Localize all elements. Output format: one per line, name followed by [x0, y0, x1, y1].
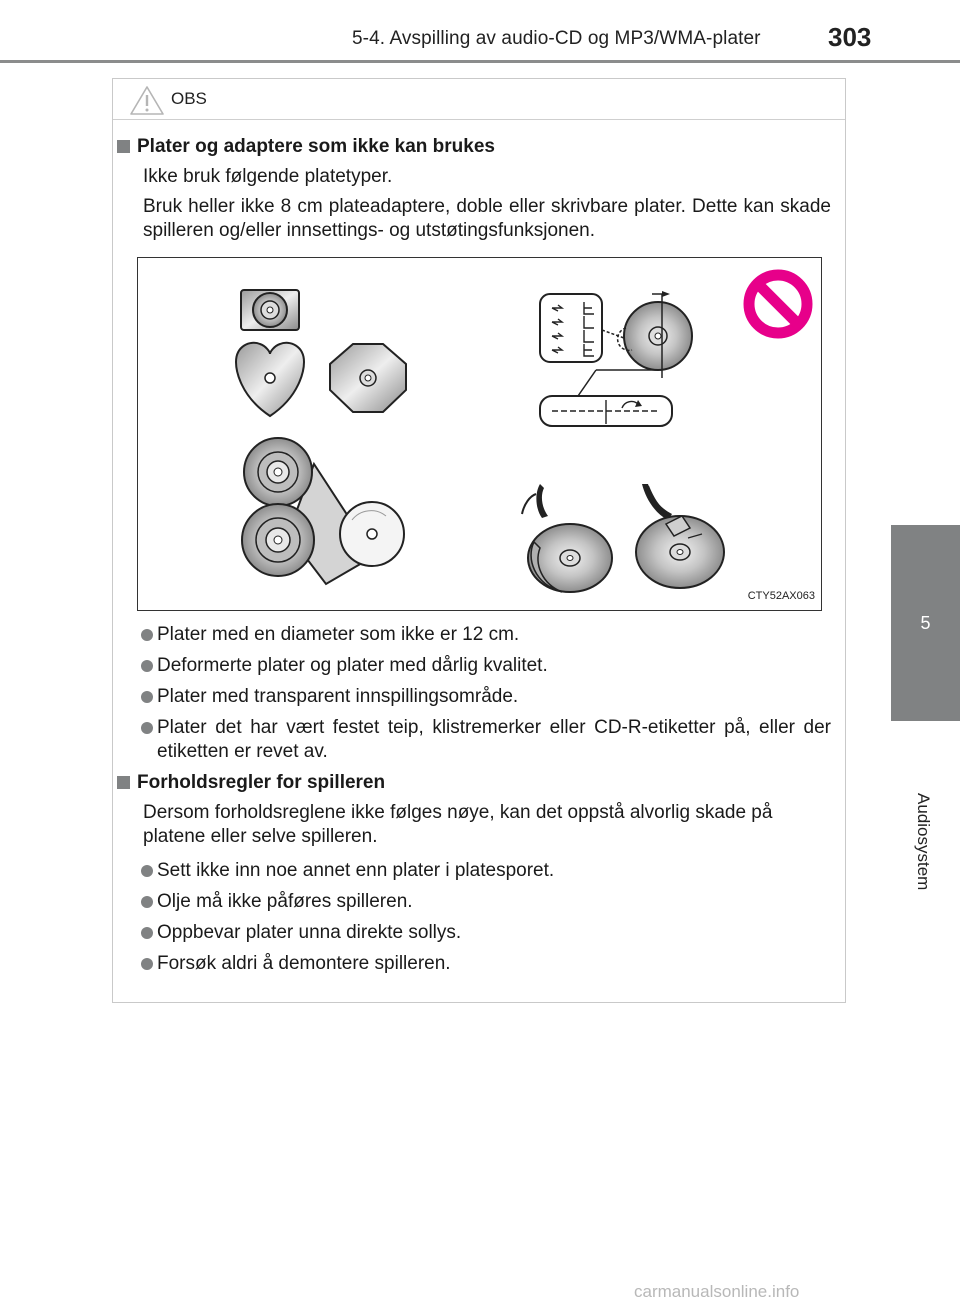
- round-bullet-icon: [141, 660, 153, 672]
- bullet-item: [113, 716, 831, 764]
- figure-code: CTY52AX063: [747, 590, 815, 602]
- header-rule: [0, 60, 960, 63]
- bullet-item: [113, 623, 831, 647]
- bullet-text: Oppbevar plater unna direkte sollys.: [157, 922, 462, 943]
- paragraph: Dersom forholdsreglene ikke følges nøye, kan det oppstå alvorlig skade på platene eller selve spilleren.: [143, 802, 773, 847]
- bullet-item: [113, 859, 831, 883]
- bullet-text: Forsøk aldri å demontere spilleren.: [157, 953, 451, 974]
- page-number: 303: [828, 22, 872, 52]
- round-bullet-icon: [141, 927, 153, 939]
- bullet-text: Plater med transparent innspillingsområde.: [157, 686, 519, 707]
- double-disc-with-adapter-icon: [242, 438, 404, 584]
- notice-header: [113, 79, 845, 120]
- octagon-disc-icon: [330, 344, 406, 412]
- paragraph: Ikke bruk følgende platetyper.: [143, 166, 393, 187]
- section-heading-text: Plater og adaptere som ikke kan brukes: [137, 136, 495, 157]
- round-bullet-icon: [141, 691, 153, 703]
- chapter-number: 5: [920, 613, 931, 633]
- bullet-text: Plater det har vært festet teip, klistremerker eller CD-R-etiketter på, eller der etiketten er revet av.: [157, 717, 831, 762]
- section-heading-player-precautions: [113, 771, 845, 795]
- bullet-item: [113, 952, 831, 976]
- bullet-item: [113, 654, 831, 678]
- square-bullet-icon: [117, 776, 130, 789]
- bullet-item: [113, 890, 831, 914]
- section-heading-text: Forholdsregler for spilleren: [137, 772, 386, 793]
- bullet-text: Sett ikke inn noe annet enn plater i platesporet.: [157, 860, 555, 881]
- notice-box: [112, 78, 846, 1003]
- bullet-text: Olje må ikke påføres spilleren.: [157, 891, 413, 912]
- bullet-text: Plater med en diameter som ikke er 12 cm.: [157, 624, 520, 645]
- heart-disc-icon: [236, 343, 304, 416]
- paragraph: Bruk heller ikke 8 cm plateadaptere, doble eller skrivbare plater. Dette kan skade spilleren og/eller innsettings- og utstøtingsfunksjonen.: [143, 196, 831, 241]
- torn-label-disc-icon: [522, 484, 612, 592]
- disc-illustration: [138, 258, 823, 612]
- round-bullet-icon: [141, 722, 153, 734]
- round-bullet-icon: [141, 865, 153, 877]
- chapter-label: Audiosystem: [914, 793, 933, 891]
- bullet-item: [113, 685, 831, 709]
- square-disc-icon: [241, 290, 299, 330]
- header-title: 5-4. Avspilling av audio-CD og MP3/WMA-plater: [352, 28, 761, 49]
- round-bullet-icon: [141, 629, 153, 641]
- round-bullet-icon: [141, 958, 153, 970]
- bullet-item: [113, 921, 831, 945]
- square-bullet-icon: [117, 140, 130, 153]
- bullet-text: Deformerte plater og plater med dårlig kvalitet.: [157, 655, 548, 676]
- unusable-discs-figure: [137, 257, 822, 611]
- watermark: carmanualsonline.info: [634, 1282, 800, 1301]
- prohibition-icon: [749, 275, 807, 333]
- disc-edge-damage-icon: [540, 291, 692, 426]
- notice-content: [113, 135, 845, 983]
- round-bullet-icon: [141, 896, 153, 908]
- notice-label: OBS: [171, 89, 207, 108]
- section-heading-unusable-discs: [113, 135, 845, 159]
- warning-triangle-icon: [129, 85, 165, 116]
- chapter-side-tab: [891, 63, 960, 1243]
- sticker-disc-icon: [636, 484, 724, 588]
